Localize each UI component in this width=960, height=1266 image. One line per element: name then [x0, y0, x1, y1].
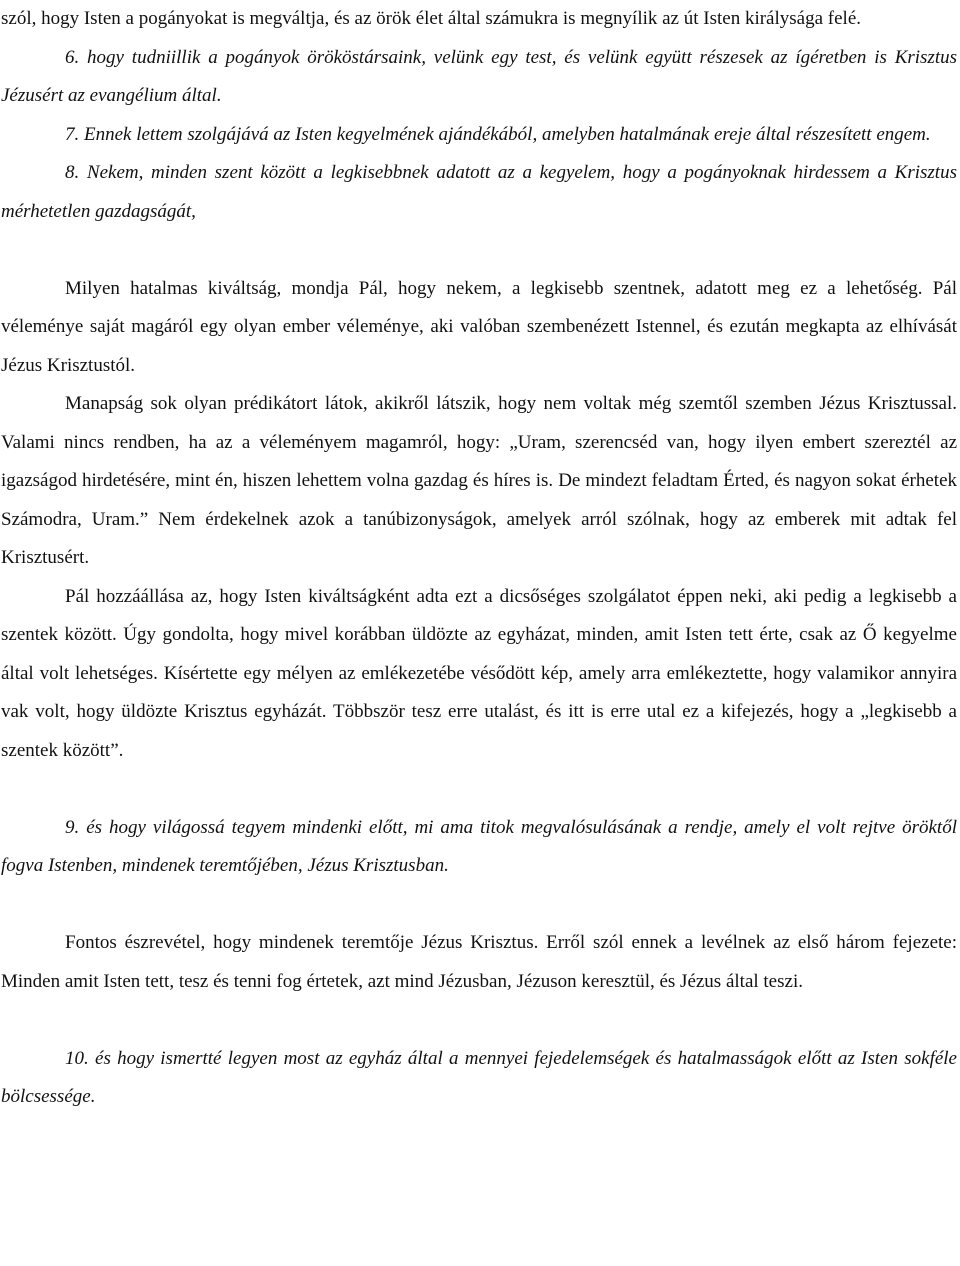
verse-10: 10. és hogy ismertté legyen most az egyház által a mennyei fejedelemségek és hatalmasságok előtt az Isten sokféle bölcsessége.: [1, 1047, 957, 1107]
verse-7: 7. Ennek lettem szolgájává az Isten kegyelmének ajándékából, amelyben hatalmának ereje által részesített engem.: [65, 123, 931, 145]
paragraph-spacer: [1, 231, 957, 270]
commentary-paragraph: Fontos észrevétel, hogy mindenek teremtője Jézus Krisztus. Erről szól ennek a levélnek az első három fejezete: Minden amit Isten tett, tesz és tenni fog értetek, azt mind Jézusban, Jézuson keresztül, és Jézus által teszi.: [1, 932, 957, 992]
verse-8: 8. Nekem, minden szent között a legkisebbnek adatott az a kegyelem, hogy a pogányoknak hirdessem a Krisztus mérhetetlen gazdagságát,: [1, 162, 957, 222]
commentary-paragraph: Manapság sok olyan prédikátort látok, akikről látszik, hogy nem voltak még szemtől szemben Jézus Krisztussal. Valami nincs rendben, ha az a véleményem magamról, hogy: „Uram, szerencséd van, hogy ilyen embert szereztél az igazságod hirdetésére, mint én, hiszen lehettem volna gazdag és híres is. De mindezt feladtam Érted, és nagyon sokat érhetek Számodra, Uram.” Nem érdekelnek azok a tanúbizonyságok, amelyek arról szólnak, hogy az emberek mit adtak fel Krisztusért.: [1, 393, 957, 568]
commentary-paragraph: Milyen hatalmas kiváltság, mondja Pál, hogy nekem, a legkisebb szentnek, adatott meg ez a lehetőség. Pál véleménye saját magáról egy olyan ember véleménye, aki valóban szembenézett Istennel, és ezután megkapta az elhívását Jézus Krisztustól.: [1, 277, 957, 376]
paragraph-spacer: [1, 886, 957, 925]
verse-9: 9. és hogy világossá tegyem mindenki előtt, mi ama titok megvalósulásának a rendje, amely el volt rejtve öröktől fogva Istenben, mindenek teremtőjében, Jézus Krisztusban.: [1, 816, 957, 876]
paragraph-spacer: [1, 770, 957, 809]
paragraph-spacer: [1, 1001, 957, 1040]
paragraph-continuation: szól, hogy Isten a pogányokat is megváltja, és az örök élet által számukra is megnyílik az út Isten királysága felé.: [1, 8, 862, 29]
commentary-paragraph: Pál hozzáállása az, hogy Isten kiváltságként adta ezt a dicsőséges szolgálatot éppen neki, aki pedig a legkisebb a szentek között. Úgy gondolta, hogy mivel korábban üldözte az egyházat, minden, amit Isten tett érte, csak az Ő kegyelme által volt lehetséges. Kísértette egy mélyen az emlékezetébe vésődött kép, amely arra emlékeztette, hogy valamikor annyira vak volt, hogy üldözte Krisztus egyházát. Többször tesz erre utalást, és itt is erre utal ez a kifejezés, hogy a „legkisebb a szentek között”.: [1, 585, 957, 761]
verse-6: 6. hogy tudniillik a pogányok örököstársaink, velünk egy test, és velünk együtt részesek az ígéretben is Krisztus Jézusért az evangélium által.: [1, 46, 957, 106]
